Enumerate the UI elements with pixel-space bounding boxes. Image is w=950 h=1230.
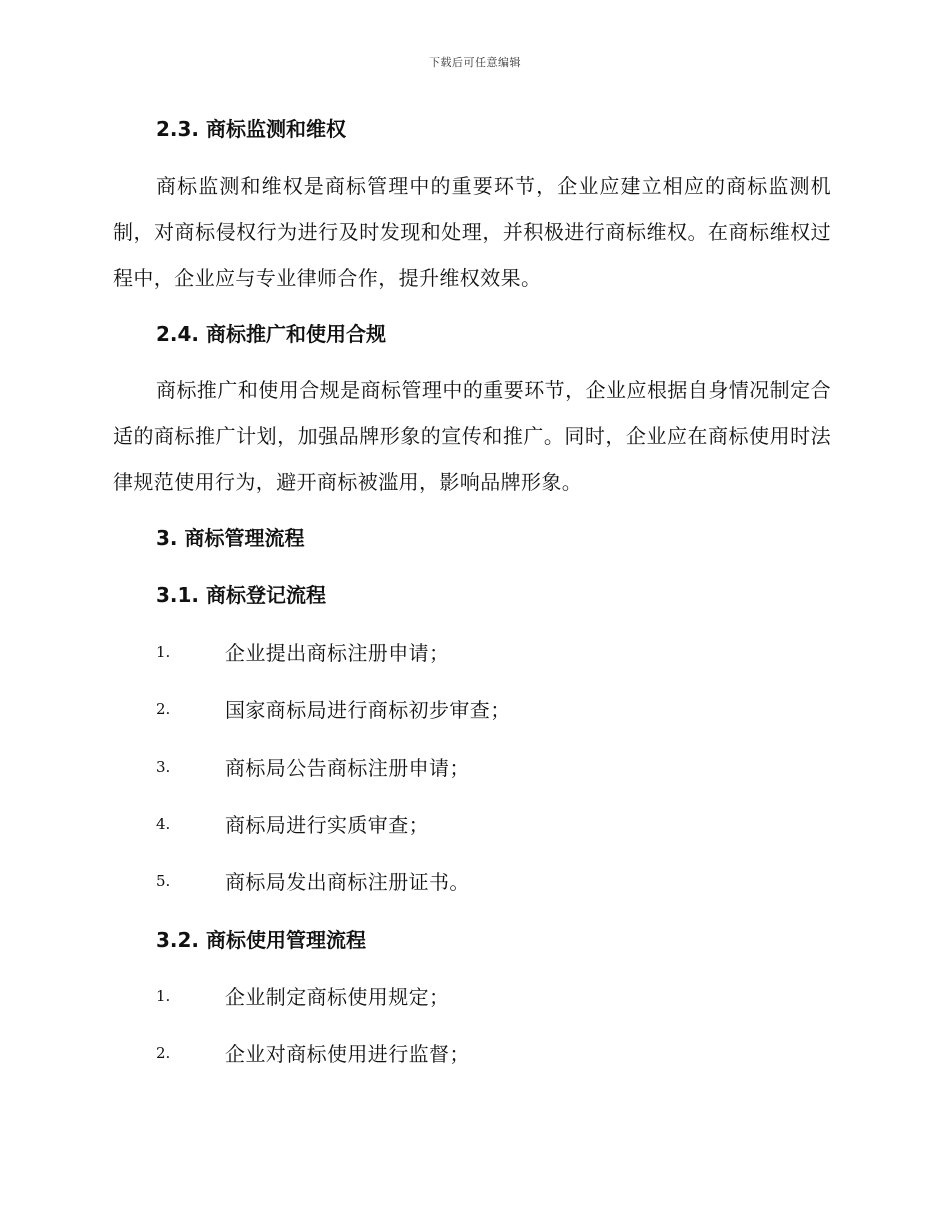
heading-3-2: 3.2. 商标使用管理流程 — [156, 928, 366, 952]
list-item-text: 商标局公告商标注册申请； — [225, 756, 470, 780]
list-item-number: 1. — [156, 987, 171, 1005]
list-item-text: 商标局发出商标注册证书。 — [225, 870, 470, 894]
list-item-number: 2. — [156, 700, 171, 718]
list-item-text: 国家商标局进行商标初步审查； — [225, 698, 511, 722]
list-item-number: 4. — [156, 815, 171, 833]
page-header: 下载后可任意编辑 — [429, 56, 521, 69]
list-item-text: 商标局进行实质审查； — [225, 813, 429, 837]
paragraph-2-4: 商标推广和使用合规是商标管理中的重要环节，企业应根据自身情况制定合适的商标推广计划，加强品牌形象的宣传和推广。同时，企业应在商标使用时法律规范使用行为，避开商标被滥用，影响品牌形象。 — [113, 378, 831, 494]
paragraph-2-3: 商标监测和维权是商标管理中的重要环节，企业应建立相应的商标监测机制，对商标侵权行为进行及时发现和处理，并积极进行商标维权。在商标维权过程中，企业应与专业律师合作，提升维权效果。 — [113, 174, 831, 290]
list-item-number: 1. — [156, 643, 171, 661]
list-item-text: 企业提出商标注册申请； — [225, 641, 450, 665]
heading-3-1: 3.1. 商标登记流程 — [156, 583, 326, 607]
heading-2-3: 2.3. 商标监测和维权 — [156, 117, 346, 141]
list-item-number: 5. — [156, 872, 171, 890]
list-item-text: 企业制定商标使用规定； — [225, 985, 450, 1009]
list-item-number: 3. — [156, 758, 171, 776]
list-item-number: 2. — [156, 1044, 171, 1062]
list-item-text: 企业对商标使用进行监督； — [225, 1042, 470, 1066]
heading-3: 3. 商标管理流程 — [156, 526, 305, 550]
heading-2-4: 2.4. 商标推广和使用合规 — [156, 322, 386, 346]
